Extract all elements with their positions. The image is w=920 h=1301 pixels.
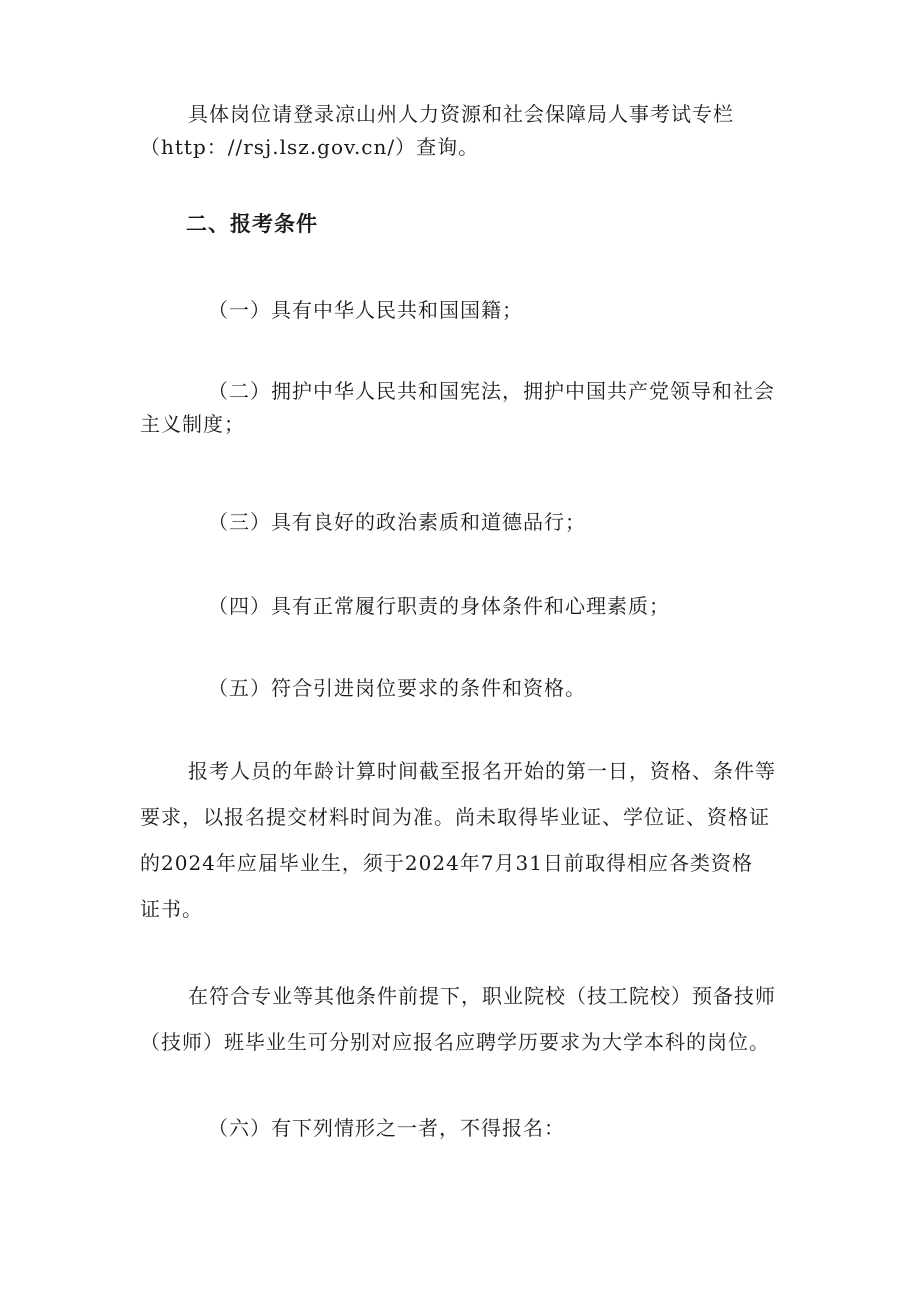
condition-2-line-1: （二）拥护中华人民共和国宪法，拥护中国共产党领导和社会: [208, 379, 775, 403]
job-lookup-line-2: （http：//rsj.lsz.gov.cn/）查询。: [140, 135, 480, 159]
age-paragraph-line-3: 的2024年应届毕业生，须于2024年7月31日前取得相应各类资格: [140, 851, 753, 875]
job-lookup-paragraph: [140, 98, 785, 164]
age-calculation-paragraph: [140, 755, 785, 926]
condition-6: （六）有下列情形之一者，不得报名：: [208, 1116, 565, 1140]
condition-1: （一）具有中华人民共和国国籍；: [208, 298, 523, 322]
job-lookup-line-1: 具体岗位请登录凉山州人力资源和社会保障局人事考试专栏: [188, 102, 734, 126]
age-paragraph-line-1: 报考人员的年龄计算时间截至报名开始的第一日，资格、条件等: [188, 759, 776, 783]
vocational-graduate-paragraph: [140, 980, 785, 1059]
age-paragraph-line-2: 要求，以报名提交材料时间为准。尚未取得毕业证、学位证、资格证: [140, 805, 770, 829]
vocational-line-2: （技师）班毕业生可分别对应报名应聘学历要求为大学本科的岗位。: [140, 1030, 770, 1054]
condition-4: （四）具有正常履行职责的身体条件和心理素质；: [208, 594, 670, 618]
condition-3: （三）具有良好的政治素质和道德品行；: [208, 510, 586, 534]
condition-2-line-2: 主义制度；: [140, 412, 245, 436]
section-heading-requirements: 二、报考条件: [186, 212, 318, 236]
vocational-line-1: 在符合专业等其他条件前提下，职业院校（技工院校）预备技师: [188, 984, 776, 1008]
condition-5: （五）符合引进岗位要求的条件和资格。: [208, 676, 586, 700]
condition-2: [140, 375, 785, 441]
age-paragraph-line-4: 证书。: [140, 897, 203, 921]
